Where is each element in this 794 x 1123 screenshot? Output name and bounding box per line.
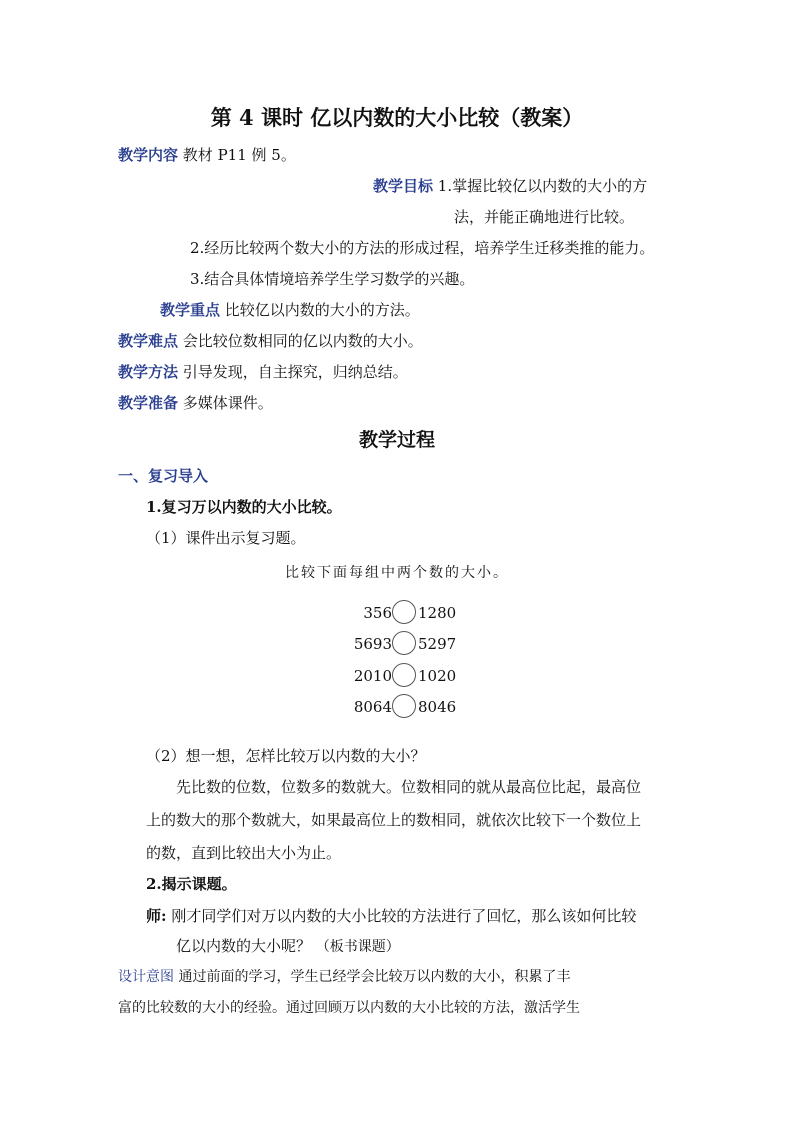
process-heading: 教学过程 bbox=[358, 429, 435, 451]
teaching-goal-1b: 法，并能正确地进行比较。 bbox=[454, 208, 635, 226]
section1-heading: 一、复习导入 bbox=[118, 467, 209, 485]
teaching-goal-2: 2.经历比较两个数大小的方法的形成过程，培养学生迁移类推的能力。 bbox=[190, 239, 655, 257]
teaching-goal-3: 3.结合具体情境培养学生学习数学的兴趣。 bbox=[190, 270, 475, 288]
answer-line-2: 上的数大的那个数就大，如果最高位上的数相同，就依次比较下一个数位上 bbox=[146, 811, 642, 829]
comparison-right-number: 1280 bbox=[418, 604, 457, 622]
teaching-goal-label: 教学目标 bbox=[373, 177, 434, 195]
comparison-right-number: 1020 bbox=[418, 667, 457, 685]
design-intent-label: 设计意图 bbox=[118, 969, 174, 985]
design-intent-text-1: 通过前面的学习，学生已经学会比较万以内数的大小，积累了丰 bbox=[178, 969, 571, 985]
teaching-content-label: 教学内容 bbox=[118, 146, 179, 164]
teacher-line-2 bbox=[176, 936, 400, 957]
teaching-content-text: 教材 P11 例 5。 bbox=[182, 146, 296, 164]
design-intent-text-2: 富的比较数的大小的经验。通过回顾万以内数的大小比较的方法，激活学生 bbox=[118, 1000, 580, 1016]
teacher-text-1: 刚才同学们对万以内数的大小比较的方法进行了回忆，那么该如何比较 bbox=[171, 907, 637, 925]
teaching-prep-text: 多媒体课件。 bbox=[182, 394, 273, 412]
design-intent-line-1 bbox=[118, 967, 570, 987]
teacher-label: 师: bbox=[146, 907, 167, 925]
section1-item1: 1.复习万以内数的大小比较。 bbox=[146, 498, 342, 516]
comparison-blank-circle bbox=[392, 631, 416, 655]
teacher-board-note: （板书课题） bbox=[315, 939, 400, 955]
comparison-row bbox=[340, 631, 480, 657]
comparison-blank-circle bbox=[392, 663, 416, 687]
teaching-prep-line bbox=[118, 393, 273, 413]
comparison-left-number: 2010 bbox=[353, 667, 392, 685]
comparison-blank-circle bbox=[392, 600, 416, 624]
teaching-key-label: 教学重点 bbox=[160, 301, 221, 319]
section1-sub2: （2）想一想，怎样比较万以内数的大小？ bbox=[146, 747, 426, 765]
teaching-key-text: 比较亿以内数的大小的方法。 bbox=[224, 301, 420, 319]
teaching-difficulty-line bbox=[118, 331, 423, 351]
teaching-goal-line-1 bbox=[373, 176, 647, 196]
comparison-blank-circle bbox=[392, 694, 416, 718]
teacher-line-1 bbox=[146, 906, 636, 926]
teaching-prep-label: 教学准备 bbox=[118, 394, 179, 412]
answer-line-1: 先比数的位数，位数多的数就大。位数相同的就从最高位比起，最高位 bbox=[176, 778, 642, 796]
comparison-left-number: 8064 bbox=[353, 698, 392, 716]
teaching-method-label: 教学方法 bbox=[118, 363, 179, 381]
teaching-content-line bbox=[118, 145, 296, 165]
teaching-method-line bbox=[118, 362, 408, 382]
comparison-right-number: 5297 bbox=[418, 635, 457, 653]
comparison-right-number: 8046 bbox=[418, 698, 457, 716]
exercise-caption: 比较下面每组中两个数的大小。 bbox=[285, 565, 509, 581]
comparison-left-number: 5693 bbox=[353, 635, 392, 653]
teaching-method-text: 引导发现，自主探究，归纳总结。 bbox=[182, 363, 408, 381]
comparison-row bbox=[340, 663, 480, 689]
comparison-left-number: 356 bbox=[363, 604, 392, 622]
teaching-key-line bbox=[160, 300, 420, 320]
teacher-text-2: 亿以内数的大小呢？ bbox=[176, 937, 312, 955]
teaching-difficulty-text: 会比较位数相同的亿以内数的大小。 bbox=[182, 332, 423, 350]
comparison-row bbox=[340, 694, 480, 720]
teaching-difficulty-label: 教学难点 bbox=[118, 332, 179, 350]
comparison-row bbox=[340, 600, 480, 626]
lesson-title: 第 4 课时 亿以内数的大小比较（教案） bbox=[210, 105, 584, 130]
section1-sub1: （1）课件出示复习题。 bbox=[146, 529, 306, 547]
answer-line-3: 的数，直到比较出大小为止。 bbox=[146, 844, 342, 862]
section1-item2: 2.揭示课题。 bbox=[146, 875, 237, 893]
teaching-goal-1a: 1.掌握比较亿以内数的大小的方 bbox=[437, 177, 648, 195]
